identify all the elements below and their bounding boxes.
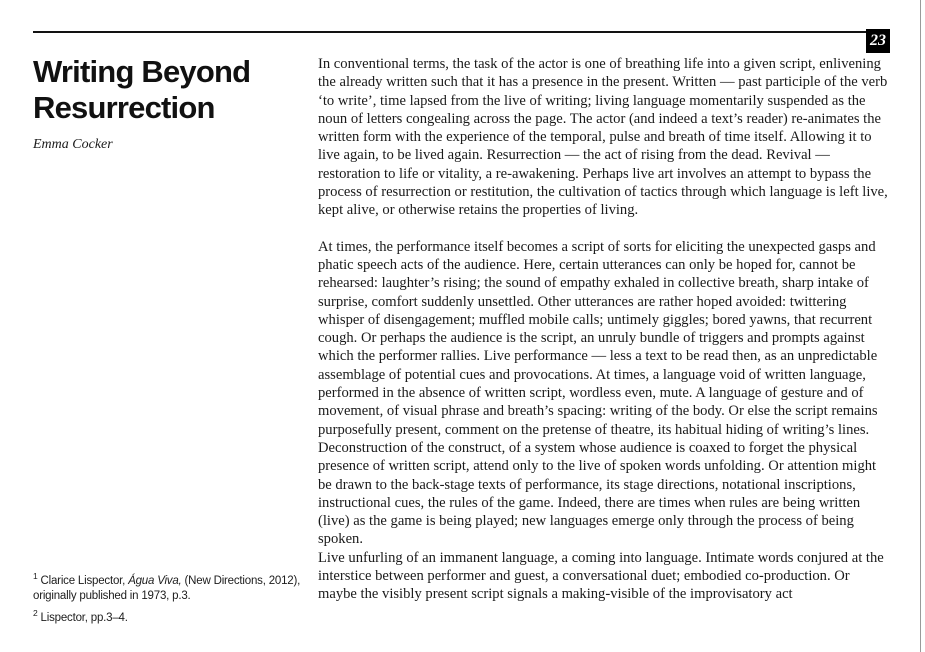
article-title xyxy=(33,54,298,126)
body-paragraph: Live unfurling of an immanent language, a coming into language. Intimate words conjured at the interstice between performer and guest, a conversational duet; embodied co-production. Or maybe the visibly present script signals a making-visible of the improvisatory act xyxy=(318,549,884,603)
footnote-marker: 1 xyxy=(33,571,38,582)
page-edge-line xyxy=(920,0,921,652)
footnote-marker: 2 xyxy=(33,608,38,619)
footnote xyxy=(33,571,311,604)
title-column xyxy=(33,54,298,153)
body-text-column xyxy=(318,55,890,604)
article-title-line2: Resurrection xyxy=(33,90,215,125)
footnote-text-italic: Água Viva, xyxy=(128,575,182,587)
body-paragraph: In conventional terms, the task of the actor is one of breathing life into a given script, enlivening the already written such that it has a presence in the present. Written — past participle of the verb ‘to write’, time lapsed from the live of writing; living language momentarily suspended as the noun of letters congealing across the page. The actor (and indeed a text’s reader) re-animates the written form with the experience of the temporal, pulse and breath of time itself. Allowing it to live again, to be lived again. Resurrection — the act of rising from the dead. Revival — restoration to life or vitality, a re-awakening. Perhaps live art involves an attempt to bypass the process of resurrection or restitution, the cultivation of tactics through which language is left live, kept alive, or otherwise retains the properties of living. xyxy=(318,56,888,219)
footnote-text: (New Directions, 2012), originally published in 1973, p.3. xyxy=(33,575,301,602)
article-title-line1: Writing Beyond xyxy=(33,54,251,89)
page-number-badge: 23 xyxy=(866,29,890,53)
footnote-text: Clarice Lispector, xyxy=(40,575,129,587)
article-author: Emma Cocker xyxy=(33,137,113,152)
footnote-text: Lispector, pp.3–4. xyxy=(40,612,128,624)
footnotes xyxy=(33,571,311,633)
header-rule xyxy=(33,31,868,33)
body-paragraph: At times, the performance itself becomes a script of sorts for eliciting the unexpected gasps and phatic speech acts of the audience. Here, certain utterances can only be hoped for, cannot be rehearsed: laughter’s rising; the sound of empathy exhaled in collective breath, sharp intake of surprise, comfort suddenly unsettled. Other utterances are rather hoped avoided: twittering whisper of disengagement; muffled mobile calls; untimely giggles; bored yawns, that recurrent cough. Or perhaps the audience is the script, an unruly bundle of triggers and prompts against which the performer rallies. Live performance — less a text to be read then, as an unpredictable assemblage of potential cues and provocations. At times, a language void of written language, performed in the absence of written script, wordless even, mute. A language of gesture and of movement, of visual phrase and breath’s spacing: writing of the body. Or else the script remains purposefully present, comment on the pretense of theatre, its habitual hiding of writing’s lines. Deconstruction of the construct, of a system whose audience is coaxed to forget the physical presence of written script, attend only to the live of spoken words unfolding. Or attention might be drawn to the back-stage texts of performance, its stage directions, notational inscriptions, instructional cues, the rules of the game. Indeed, there are times when rules are being written (live) as the game is being played; new languages emerge only through the process of being spoken. xyxy=(318,238,878,548)
footnote xyxy=(33,608,311,626)
